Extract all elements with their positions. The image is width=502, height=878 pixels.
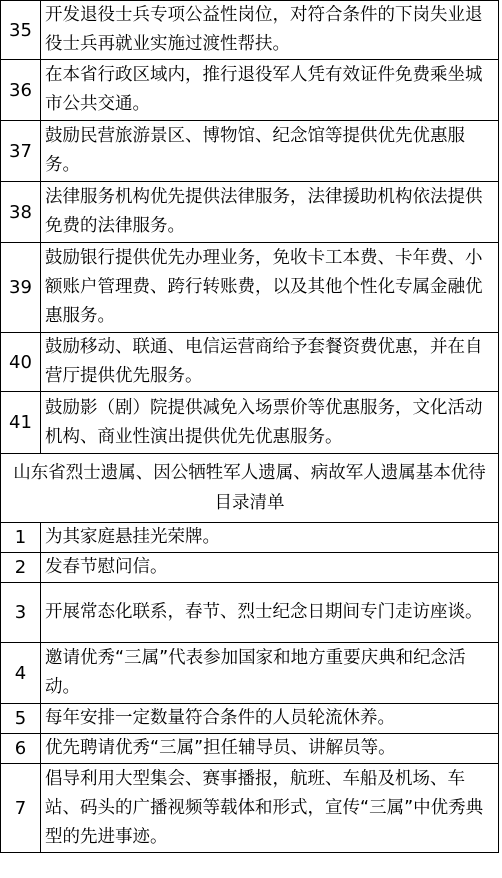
table-row bbox=[1, 553, 499, 583]
table-row bbox=[1, 643, 499, 704]
section-header-row bbox=[1, 454, 499, 523]
row-text: 鼓励民营旅游景区、博物馆、纪念馆等提供优先优惠服务。 bbox=[41, 121, 499, 182]
row-number: 2 bbox=[1, 553, 41, 583]
row-number: 4 bbox=[1, 643, 41, 704]
row-text: 开发退役士兵专项公益性岗位，对符合条件的下岗失业退役士兵再就业实施过渡性帮扶。 bbox=[41, 1, 499, 60]
table-row bbox=[1, 734, 499, 764]
row-text: 开展常态化联系，春节、烈士纪念日期间专门走访座谈。 bbox=[41, 583, 499, 643]
table-row bbox=[1, 121, 499, 182]
row-text: 倡导利用大型集会、赛事播报，航班、车船及机场、车站、码头的广播视频等载体和形式，宣传“三属”中优秀典型的先进事迹。 bbox=[41, 764, 499, 853]
table-row bbox=[1, 60, 499, 121]
row-text: 在本省行政区域内，推行退役军人凭有效证件免费乘坐城市公共交通。 bbox=[41, 60, 499, 121]
table-row bbox=[1, 1, 499, 60]
row-text: 优先聘请优秀“三属”担任辅导员、讲解员等。 bbox=[41, 734, 499, 764]
row-number: 6 bbox=[1, 734, 41, 764]
row-number: 5 bbox=[1, 704, 41, 734]
table-row bbox=[1, 243, 499, 333]
row-text: 发春节慰问信。 bbox=[41, 553, 499, 583]
section-title: 山东省烈士遗属、因公牺牲军人遗属、病故军人遗属基本优待目录清单 bbox=[1, 454, 499, 523]
table-row bbox=[1, 583, 499, 643]
row-number: 7 bbox=[1, 764, 41, 853]
row-number: 35 bbox=[1, 1, 41, 60]
table-row bbox=[1, 704, 499, 734]
row-number: 41 bbox=[1, 392, 41, 454]
row-number: 38 bbox=[1, 182, 41, 243]
row-number: 3 bbox=[1, 583, 41, 643]
row-number: 36 bbox=[1, 60, 41, 121]
row-text: 为其家庭悬挂光荣牌。 bbox=[41, 523, 499, 553]
row-number: 37 bbox=[1, 121, 41, 182]
row-text: 鼓励影（剧）院提供减免入场票价等优惠服务，文化活动机构、商业性演出提供优先优惠服务。 bbox=[41, 392, 499, 454]
table-row bbox=[1, 523, 499, 553]
row-text: 法律服务机构优先提供法律服务，法律援助机构依法提供免费的法律服务。 bbox=[41, 182, 499, 243]
row-text: 每年安排一定数量符合条件的人员轮流休养。 bbox=[41, 704, 499, 734]
row-text: 邀请优秀“三属”代表参加国家和地方重要庆典和纪念活动。 bbox=[41, 643, 499, 704]
table-row bbox=[1, 764, 499, 853]
row-number: 1 bbox=[1, 523, 41, 553]
table-row bbox=[1, 392, 499, 454]
row-number: 39 bbox=[1, 243, 41, 333]
row-text: 鼓励银行提供优先办理业务，免收卡工本费、卡年费、小额账户管理费、跨行转账费，以及其他个性化专属金融优惠服务。 bbox=[41, 243, 499, 333]
table-row bbox=[1, 182, 499, 243]
table-row bbox=[1, 333, 499, 392]
row-text: 鼓励移动、联通、电信运营商给予套餐资费优惠，并在自营厅提供优先服务。 bbox=[41, 333, 499, 392]
row-number: 40 bbox=[1, 333, 41, 392]
